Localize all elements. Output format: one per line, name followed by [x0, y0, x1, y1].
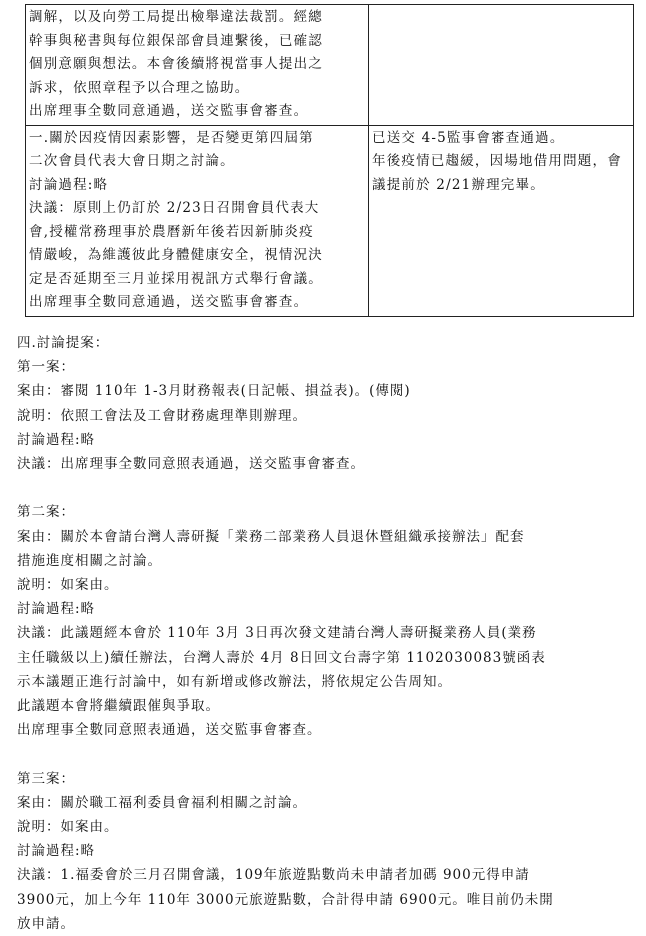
text-line: 一.關於因疫情因素影響，是否變更第四屆第 — [29, 129, 314, 146]
text-line: 會,授權常務理事於農曆新年後若因新肺炎疫 — [29, 223, 314, 240]
table-row — [26, 125, 634, 316]
text-line: 出席理事全數同意通過，送交監事會審查。 — [29, 294, 309, 310]
case3-explain: 說明：如案由。 — [17, 819, 119, 836]
row1-right-cell — [369, 5, 634, 126]
case3-resolution: 3900元，加上今年 110年 3000元旅遊點數，合計得申請 6900元。唯目前仍未開 — [17, 891, 554, 908]
case1-reason: 案由：審閱 110年 1-3月財務報表(日記帳、損益表)。(傳閱) — [17, 383, 411, 400]
text-line: 幹事與秘書與每位銀保部會員連繫後，已確認 — [29, 32, 323, 49]
case1-explain: 說明：依照工會法及工會財務處理準則辦理。 — [17, 407, 307, 424]
case2-resolution: 出席理事全數同意照表通過，送交監事會審查。 — [17, 722, 322, 739]
text-line: 調解，以及向勞工局提出檢舉違法裁罰。經總 — [29, 9, 323, 25]
section-heading: 四.討論提案： — [17, 335, 110, 351]
text-line: 二次會員代表大會日期之討論。 — [29, 153, 235, 169]
text-line: 個別意願與想法。本會後續將視當事人提出之 — [29, 56, 323, 72]
table-row — [26, 5, 634, 126]
text-line: 出席理事全數同意通過，送交監事會審查。 — [29, 103, 309, 119]
text-line: 訴求，依照章程予以合理之協助。 — [29, 79, 250, 96]
case2-resolution: 此議題本會將繼續跟催與爭取。 — [17, 698, 220, 715]
case2-process: 討論過程:略 — [17, 601, 96, 618]
case1-title: 第一案： — [17, 359, 75, 376]
case3-reason: 案由：關於職工福利委員會福利相關之討論。 — [17, 794, 307, 811]
row1-left-cell — [26, 5, 369, 126]
case2-resolution: 決議：此議題經本會於 110年 3月 3日再次發文建請台灣人壽研擬業務人員(業務 — [17, 625, 537, 642]
case2-explain: 說明：如案由。 — [17, 577, 119, 594]
text-line: 年後疫情已趨緩，因場地借用問題，會議提前於 2/21辦理完畢。 — [372, 153, 622, 193]
case2-resolution: 主任職級以上)續任辦法，台灣人壽於 4月 8日回文台壽字第 1102030083號函表 — [17, 649, 546, 666]
case1-resolution: 決議：出席理事全數同意照表通過，送交監事會審查。 — [17, 456, 365, 473]
spacer — [17, 742, 629, 766]
text-line: 已送交 4-5監事會審查通過。 — [372, 129, 565, 146]
spacer — [17, 476, 629, 500]
case2-resolution: 示本議題正進行討論中，如有新增或修改辦法，將依規定公告周知。 — [17, 673, 452, 690]
case3-title: 第三案： — [17, 770, 75, 787]
minutes-table — [25, 4, 634, 317]
text-line: 討論過程:略 — [29, 176, 109, 193]
case2-title: 第二案： — [17, 504, 75, 521]
case2-reason: 措施進度相關之討論。 — [17, 552, 162, 569]
case2-reason: 案由：關於本會請台灣人壽研擬「業務二部業務人員退休暨組織承接辦法」配套 — [17, 528, 525, 545]
row2-left-cell — [26, 125, 369, 316]
discussion-section — [17, 331, 629, 936]
case3-resolution: 放申請。 — [17, 915, 75, 932]
case1-process: 討論過程:略 — [17, 431, 96, 448]
text-line: 情嚴峻，為維護彼此身體健康安全，視情況決 — [29, 247, 323, 263]
text-line: 決議：原則上仍訂於 2/23日召開會員代表大 — [29, 200, 320, 216]
case3-resolution: 決議：1.福委會於三月召開會議，109年旅遊點數尚未申請者加碼 900元得申請 — [17, 867, 530, 884]
row2-right-cell — [369, 125, 634, 316]
text-line: 定是否延期至三月並採用視訊方式舉行會議。 — [29, 270, 323, 287]
case3-process: 討論過程:略 — [17, 843, 96, 860]
